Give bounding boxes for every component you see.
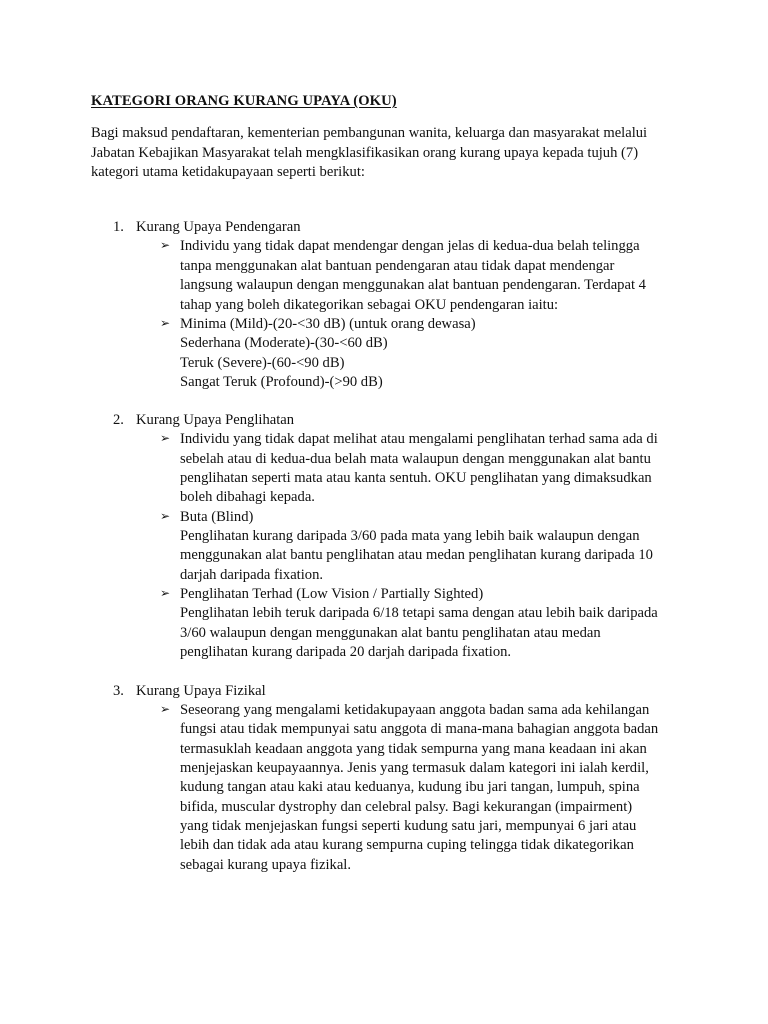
bullet-text: darjah daripada fixation.: [180, 567, 324, 583]
section-title: Kurang Upaya Penglihatan: [136, 412, 295, 428]
bullet-text: Buta (Blind): [180, 509, 254, 525]
arrow-bullet-icon: ➢: [160, 238, 171, 252]
bullet-item: [160, 586, 483, 603]
bullet-item: [160, 702, 649, 719]
section-heading-penglihatan: [113, 412, 294, 429]
section-number: 1.: [113, 219, 124, 235]
bullet-text: boleh dibahagi kepada.: [180, 489, 315, 505]
bullet-text: Penglihatan Terhad (Low Vision / Partially Sighted): [180, 586, 484, 602]
section-heading-fizikal: [113, 683, 266, 700]
bullet-text: Minima (Mild)-(20-<30 dB) (untuk orang dewasa): [180, 316, 476, 332]
bullet-text: Seseorang yang mengalami ketidakupayaan anggota badan sama ada kehilangan: [180, 702, 650, 718]
bullet-text: tahap yang boleh dikategorikan sebagai OKU pendengaran iaitu:: [180, 297, 559, 313]
section-heading-pendengaran: [113, 219, 301, 236]
arrow-bullet-icon: ➢: [160, 702, 171, 716]
arrow-bullet-icon: ➢: [160, 431, 171, 445]
section-number: 3.: [113, 683, 124, 699]
bullet-text: Individu yang tidak dapat mendengar dengan jelas di kedua-dua belah telingga: [180, 238, 640, 254]
bullet-item: [160, 238, 640, 255]
section-title: Kurang Upaya Fizikal: [136, 683, 266, 699]
bullet-text: Penglihatan kurang daripada 3/60 pada mata yang lebih baik walaupun dengan: [180, 528, 640, 544]
bullet-text: Teruk (Severe)-(60-<90 dB): [180, 355, 345, 371]
bullet-text: Sangat Teruk (Profound)-(>90 dB): [180, 374, 383, 390]
intro-line: kategori utama ketidakupayaan seperti berikut:: [91, 164, 365, 180]
intro-paragraph: [91, 124, 696, 183]
page-title: KATEGORI ORANG KURANG UPAYA (OKU): [91, 93, 397, 109]
bullet-text: 3/60 walaupun dengan menggunakan alat bantu penglihatan atau medan: [180, 625, 601, 641]
bullet-text: fungsi atau tidak mempunyai satu anggota di mana-mana bahagian anggota badan: [180, 721, 659, 737]
arrow-bullet-icon: ➢: [160, 509, 171, 523]
bullet-item: [160, 316, 476, 333]
bullet-text: menjejaskan keupayaannya. Jenis yang termasuk dalam kategori ini ialah kerdil,: [180, 760, 649, 776]
bullet-text: bifida, muscular dystrophy dan celebral palsy. Bagi kekurangan (impairment): [180, 799, 633, 815]
section-number: 2.: [113, 412, 124, 428]
intro-line: Jabatan Kebajikan Masyarakat telah mengklasifikasikan orang kurang upaya kepada tujuh (7): [91, 144, 639, 161]
bullet-item: [160, 431, 658, 448]
bullet-text: tanpa menggunakan alat bantuan pendengaran atau tidak dapat mendengar: [180, 258, 615, 274]
bullet-item: [160, 509, 253, 526]
section-title: Kurang Upaya Pendengaran: [136, 219, 301, 235]
bullet-text: penglihatan kurang daripada 20 darjah daripada fixation.: [180, 644, 512, 660]
bullet-text: menggunakan alat bantu penglihatan atau medan penglihatan kurang daripada 10: [180, 547, 653, 563]
bullet-text: kudung tangan atau kaki atau keduanya, kudung ibu jari tangan, lumpuh, spina: [180, 779, 640, 795]
bullet-text: penglihatan seperti mata atau kanta sentuh. OKU penglihatan yang dimaksudkan: [180, 470, 652, 486]
bullet-text: lebih dan tidak ada atau kurang sempurna cuping telingga tidak dikategorikan: [180, 837, 634, 853]
bullet-text: Sederhana (Moderate)-(30-<60 dB): [180, 335, 388, 351]
bullet-text: sebagai kurang upaya fizikal.: [180, 857, 351, 873]
bullet-text: yang tidak menjejaskan fungsi seperti kudung satu jari, mempunyai 6 jari atau: [180, 818, 637, 834]
bullet-text: Individu yang tidak dapat melihat atau mengalami penglihatan terhad sama ada di: [180, 431, 658, 447]
bullet-text: termasuklah keadaan anggota yang tidak sempurna yang mana keadaan ini akan: [180, 741, 647, 757]
intro-line: Bagi maksud pendaftaran, kementerian pembangunan wanita, keluarga dan masyarakat melalui: [91, 125, 648, 141]
arrow-bullet-icon: ➢: [160, 586, 171, 600]
bullet-text: langsung walaupun dengan menggunakan alat bantuan pendengaran. Terdapat 4: [180, 277, 646, 293]
bullet-text: sebelah atau di kedua-dua belah mata walaupun dengan menggunakan alat bantu: [180, 451, 651, 467]
arrow-bullet-icon: ➢: [160, 316, 171, 330]
bullet-text: Penglihatan lebih teruk daripada 6/18 tetapi sama dengan atau lebih baik daripada: [180, 605, 658, 621]
